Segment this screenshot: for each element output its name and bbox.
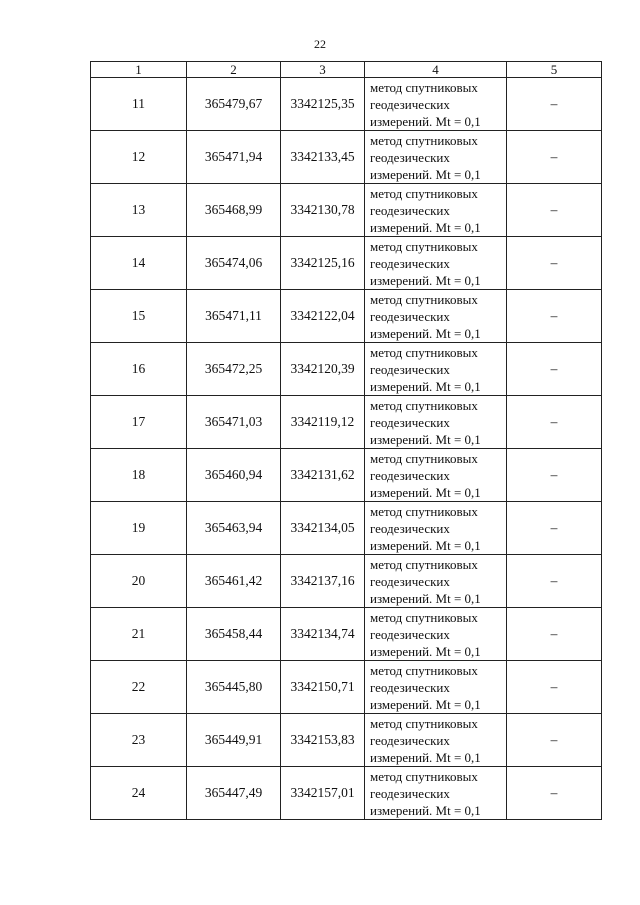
note-cell: – — [507, 343, 602, 396]
method-text-line: измерений. Mt = 0,1 — [370, 696, 481, 712]
x-coordinate-cell: 365458,44 — [187, 608, 281, 661]
note-cell: – — [507, 661, 602, 714]
table-row — [91, 555, 602, 608]
method-cell — [365, 343, 507, 396]
method-text-line: измерений. Mt = 0,1 — [370, 325, 481, 341]
method-text-line: метод спутниковых — [370, 662, 478, 678]
method-text-line: геодезических — [370, 149, 450, 165]
column-header-1: 1 — [91, 62, 187, 78]
note-cell: – — [507, 608, 602, 661]
method-text-line: измерений. Mt = 0,1 — [370, 484, 481, 500]
method-text-line: метод спутниковых — [370, 344, 478, 360]
table-row — [91, 343, 602, 396]
method-cell — [365, 237, 507, 290]
y-coordinate-cell: 3342150,71 — [281, 661, 365, 714]
method-cell — [365, 714, 507, 767]
note-cell: – — [507, 396, 602, 449]
method-text-line: геодезических — [370, 202, 450, 218]
column-header-4: 4 — [365, 62, 507, 78]
note-cell: – — [507, 502, 602, 555]
point-number-cell: 13 — [91, 184, 187, 237]
x-coordinate-cell: 365479,67 — [187, 78, 281, 131]
method-text-line: геодезических — [370, 255, 450, 271]
x-coordinate-cell: 365471,94 — [187, 131, 281, 184]
point-number-cell: 24 — [91, 767, 187, 820]
method-text-line: измерений. Mt = 0,1 — [370, 749, 481, 765]
method-cell — [365, 449, 507, 502]
y-coordinate-cell: 3342133,45 — [281, 131, 365, 184]
point-number-cell: 23 — [91, 714, 187, 767]
method-text-line: геодезических — [370, 573, 450, 589]
column-header-5: 5 — [507, 62, 602, 78]
y-coordinate-cell: 3342131,62 — [281, 449, 365, 502]
point-number-cell: 17 — [91, 396, 187, 449]
x-coordinate-cell: 365445,80 — [187, 661, 281, 714]
method-text-line: измерений. Mt = 0,1 — [370, 219, 481, 235]
method-text-line: геодезических — [370, 96, 450, 112]
method-cell — [365, 608, 507, 661]
method-text-line: геодезических — [370, 308, 450, 324]
y-coordinate-cell: 3342122,04 — [281, 290, 365, 343]
method-cell — [365, 396, 507, 449]
x-coordinate-cell: 365474,06 — [187, 237, 281, 290]
method-text-line: метод спутниковых — [370, 238, 478, 254]
x-coordinate-cell: 365471,03 — [187, 396, 281, 449]
method-text-line: геодезических — [370, 785, 450, 801]
method-text-line: метод спутниковых — [370, 556, 478, 572]
note-cell: – — [507, 290, 602, 343]
table-row — [91, 714, 602, 767]
coordinates-table — [90, 61, 602, 820]
method-text-line: измерений. Mt = 0,1 — [370, 113, 481, 129]
table-header-row — [91, 62, 602, 78]
method-text-line: измерений. Mt = 0,1 — [370, 802, 481, 818]
method-text-line: измерений. Mt = 0,1 — [370, 537, 481, 553]
method-text-line: метод спутниковых — [370, 450, 478, 466]
y-coordinate-cell: 3342125,35 — [281, 78, 365, 131]
table-row — [91, 78, 602, 131]
method-text-line: метод спутниковых — [370, 715, 478, 731]
method-text-line: метод спутниковых — [370, 397, 478, 413]
method-cell — [365, 290, 507, 343]
method-text-line: геодезических — [370, 626, 450, 642]
note-cell: – — [507, 78, 602, 131]
point-number-cell: 11 — [91, 78, 187, 131]
method-cell — [365, 184, 507, 237]
method-text-line: измерений. Mt = 0,1 — [370, 166, 481, 182]
y-coordinate-cell: 3342120,39 — [281, 343, 365, 396]
note-cell: – — [507, 449, 602, 502]
table-row — [91, 131, 602, 184]
x-coordinate-cell: 365460,94 — [187, 449, 281, 502]
y-coordinate-cell: 3342130,78 — [281, 184, 365, 237]
method-text-line: геодезических — [370, 467, 450, 483]
y-coordinate-cell: 3342125,16 — [281, 237, 365, 290]
method-cell — [365, 78, 507, 131]
method-text-line: геодезических — [370, 520, 450, 536]
method-text-line: геодезических — [370, 732, 450, 748]
x-coordinate-cell: 365449,91 — [187, 714, 281, 767]
table-row — [91, 608, 602, 661]
page-number: 22 — [314, 37, 326, 51]
x-coordinate-cell: 365468,99 — [187, 184, 281, 237]
method-text-line: измерений. Mt = 0,1 — [370, 590, 481, 606]
table-row — [91, 237, 602, 290]
method-cell — [365, 767, 507, 820]
table-row — [91, 502, 602, 555]
note-cell: – — [507, 131, 602, 184]
x-coordinate-cell: 365463,94 — [187, 502, 281, 555]
y-coordinate-cell: 3342153,83 — [281, 714, 365, 767]
x-coordinate-cell: 365461,42 — [187, 555, 281, 608]
y-coordinate-cell: 3342137,16 — [281, 555, 365, 608]
method-text-line: геодезических — [370, 679, 450, 695]
method-text-line: метод спутниковых — [370, 185, 478, 201]
y-coordinate-cell: 3342157,01 — [281, 767, 365, 820]
method-cell — [365, 661, 507, 714]
point-number-cell: 14 — [91, 237, 187, 290]
method-cell — [365, 502, 507, 555]
point-number-cell: 12 — [91, 131, 187, 184]
note-cell: – — [507, 767, 602, 820]
point-number-cell: 22 — [91, 661, 187, 714]
y-coordinate-cell: 3342134,05 — [281, 502, 365, 555]
method-text-line: метод спутниковых — [370, 291, 478, 307]
note-cell: – — [507, 714, 602, 767]
point-number-cell: 18 — [91, 449, 187, 502]
point-number-cell: 16 — [91, 343, 187, 396]
table-body — [91, 78, 602, 820]
method-text-line: метод спутниковых — [370, 503, 478, 519]
method-text-line: геодезических — [370, 414, 450, 430]
method-text-line: измерений. Mt = 0,1 — [370, 272, 481, 288]
method-cell — [365, 131, 507, 184]
y-coordinate-cell: 3342119,12 — [281, 396, 365, 449]
method-text-line: измерений. Mt = 0,1 — [370, 643, 481, 659]
point-number-cell: 20 — [91, 555, 187, 608]
method-cell — [365, 555, 507, 608]
method-text-line: метод спутниковых — [370, 768, 478, 784]
x-coordinate-cell: 365472,25 — [187, 343, 281, 396]
table-row — [91, 767, 602, 820]
method-text-line: метод спутниковых — [370, 132, 478, 148]
table-row — [91, 449, 602, 502]
method-text-line: метод спутниковых — [370, 609, 478, 625]
point-number-cell: 19 — [91, 502, 187, 555]
note-cell: – — [507, 555, 602, 608]
table-row — [91, 184, 602, 237]
x-coordinate-cell: 365447,49 — [187, 767, 281, 820]
note-cell: – — [507, 184, 602, 237]
method-text-line: метод спутниковых — [370, 79, 478, 95]
table-row — [91, 290, 602, 343]
x-coordinate-cell: 365471,11 — [187, 290, 281, 343]
method-text-line: геодезических — [370, 361, 450, 377]
column-header-3: 3 — [281, 62, 365, 78]
y-coordinate-cell: 3342134,74 — [281, 608, 365, 661]
table-row — [91, 661, 602, 714]
table-row — [91, 396, 602, 449]
note-cell: – — [507, 237, 602, 290]
point-number-cell: 15 — [91, 290, 187, 343]
method-text-line: измерений. Mt = 0,1 — [370, 431, 481, 447]
point-number-cell: 21 — [91, 608, 187, 661]
method-text-line: измерений. Mt = 0,1 — [370, 378, 481, 394]
column-header-2: 2 — [187, 62, 281, 78]
